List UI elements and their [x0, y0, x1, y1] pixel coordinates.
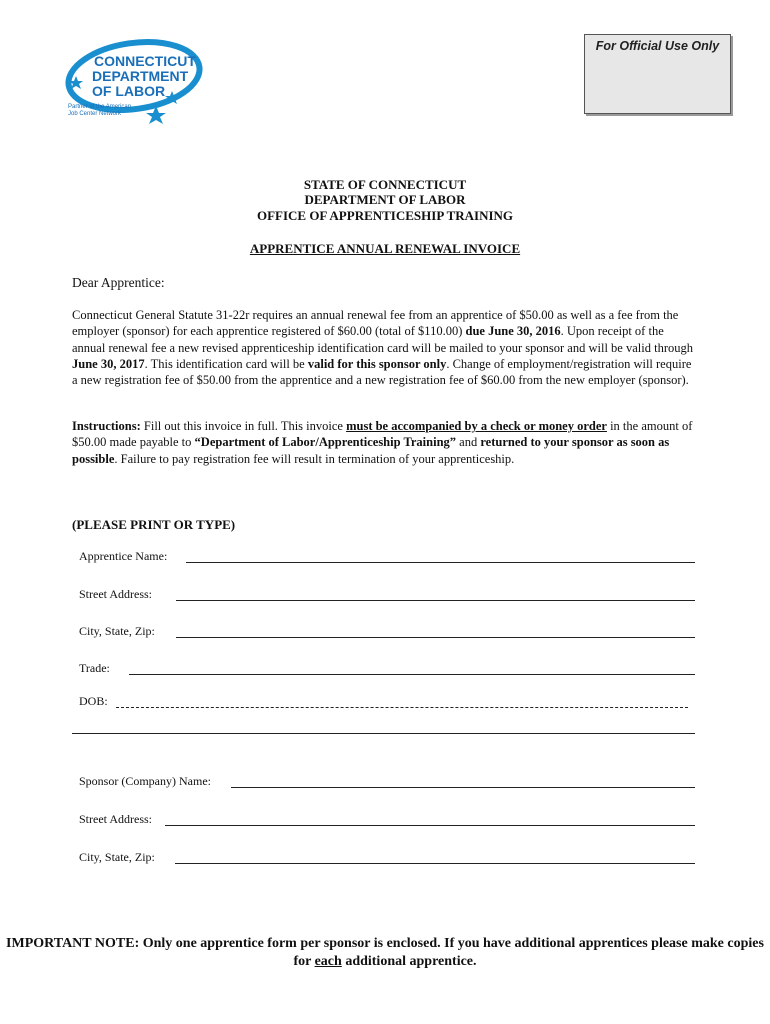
apprentice-city-line[interactable] — [176, 637, 695, 638]
apprentice-name-label: Apprentice Name: — [79, 549, 168, 563]
official-use-box — [584, 34, 731, 114]
trade-line[interactable] — [129, 674, 695, 675]
apprentice-name-field[interactable] — [79, 549, 695, 569]
statute-paragraph: Connecticut General Statute 31-22r requires an annual renewal fee from an apprentice of $50.00 as well as a fee from the employer (sponsor) for each apprentice registered of $60.00 (total of $110.00) due June 30, 2016. Upon receipt of the annual renewal fee a new revised apprenticeship identification card will be mailed to your sponsor and will be valid through June 30, 2017. This identification card will be valid for this sponsor only. Change of employment/registration will require a new registration fee of $50.00 from the apprentice and a new registration fee of $60.00 from the new employer (sponsor). — [72, 308, 693, 388]
ct-dol-logo — [62, 36, 208, 126]
sponsor-street-label: Street Address: — [79, 812, 152, 826]
apprentice-city-field[interactable] — [79, 624, 695, 644]
greeting: Dear Apprentice: — [72, 275, 165, 290]
logo-tagline-1: Partner of the American — [68, 104, 132, 110]
sponsor-street-line[interactable] — [165, 825, 695, 826]
apprentice-street-line[interactable] — [176, 600, 695, 601]
important-note: IMPORTANT NOTE: Only one apprentice form per sponsor is enclosed. If you have additional apprentices please make copies for each additional apprentice. — [6, 936, 764, 969]
sponsor-name-label: Sponsor (Company) Name: — [79, 774, 211, 788]
sponsor-city-field[interactable] — [79, 850, 695, 870]
sponsor-city-label: City, State, Zip: — [79, 850, 155, 864]
trade-label: Trade: — [79, 661, 110, 675]
logo-line-3: OF LABOR — [92, 83, 166, 99]
apprentice-street-field[interactable] — [79, 587, 695, 607]
invoice-title: APPRENTICE ANNUAL RENEWAL INVOICE — [249, 241, 521, 256]
dob-label: DOB: — [79, 694, 108, 708]
dob-line[interactable] — [116, 707, 688, 708]
logo-tagline-2: Job Center Network — [68, 111, 122, 117]
please-print-label: (PLEASE PRINT OR TYPE) — [72, 517, 236, 532]
header-state: STATE OF CONNECTICUT — [303, 177, 467, 192]
sponsor-name-field[interactable] — [79, 774, 695, 794]
sponsor-city-line[interactable] — [175, 863, 695, 864]
official-use-label: For Official Use Only — [595, 39, 720, 53]
section-divider — [72, 733, 695, 734]
apprentice-name-line[interactable] — [186, 562, 695, 563]
sponsor-street-field[interactable] — [79, 812, 695, 832]
trade-field[interactable] — [79, 661, 695, 681]
dob-field[interactable] — [79, 694, 689, 714]
apprentice-street-label: Street Address: — [79, 587, 152, 601]
sponsor-name-line[interactable] — [231, 787, 695, 788]
instructions-paragraph: Instructions: Fill out this invoice in full. This invoice must be accompanied by a check or money order in the amount of $50.00 made payable to “Department of Labor/Apprenticeship Training” and returned to your sponsor as soon as possible. Failure to pay registration fee will result in termination of your apprenticeship. — [72, 419, 693, 466]
header-department: DEPARTMENT OF LABOR — [304, 192, 466, 207]
logo-line-2: DEPARTMENT — [92, 68, 189, 84]
header-office: OFFICE OF APPRENTICESHIP TRAINING — [256, 208, 514, 223]
logo-line-1: CONNECTICUT — [94, 53, 196, 69]
apprentice-city-label: City, State, Zip: — [79, 624, 155, 638]
